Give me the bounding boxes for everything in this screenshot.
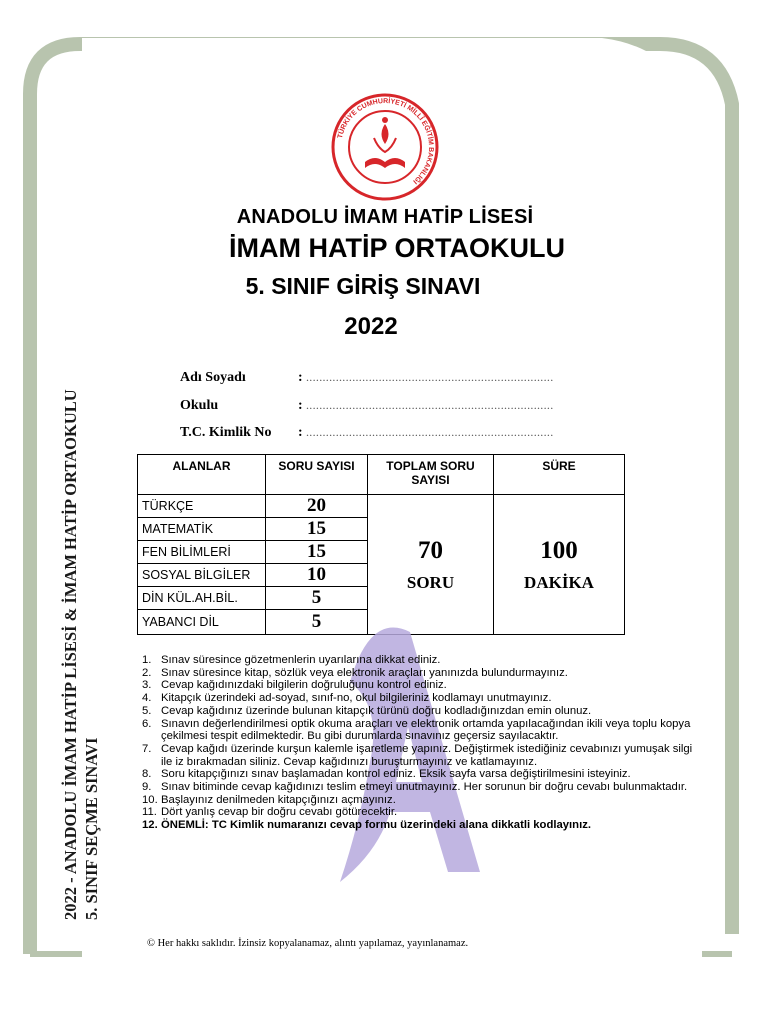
header-line3: 5. SINIF GİRİŞ SINAVI <box>245 273 481 299</box>
school-label: Okulu <box>180 398 219 413</box>
list-item: 10. Başlayınız denilmeden kitapçığınızı açmayınız. <box>142 793 396 806</box>
ministry-logo <box>330 92 440 202</box>
list-item: 3. Cevap kağıdınızdaki bilgilerin doğruluğunu kontrol ediniz. <box>142 679 447 692</box>
header-duration: SÜRE <box>494 455 625 495</box>
header-areas: ALANLAR <box>138 455 266 495</box>
area-cell: FEN BİLİMLERİ <box>138 541 266 564</box>
school-colon: : <box>298 398 303 413</box>
total-unit: SORU <box>406 572 455 592</box>
name-label: Adı Soyadı <box>180 370 246 385</box>
count-cell: 10 <box>266 564 368 587</box>
list-item: 8. Soru kitapçığınızı sınav başlamadan kontrol ediniz. Eksik sayfa varsa değiştirilmesini isteyiniz. <box>142 768 631 781</box>
list-item: 4. Kitapçık üzerindeki ad-soyad, sınıf-no, okul bilgileriniz kodlamayı unutmayınız. <box>142 692 552 705</box>
list-item: 7. Cevap kağıdı üzerinde kurşun kalemle işaretleme yapınız. Değiştirmek istediğiniz cevabınızı yumuşak silgi ile iz bırakmadan siliniz. Cevap kağıdınızı buruşturmayınız ve katlamayınız. <box>142 742 693 768</box>
header-line1: ANADOLU İMAM HATİP LİSESİ <box>236 206 534 228</box>
list-item-important: 12. ÖNEMLİ: TC Kimlik numaranızı cevap formu üzerindeki alana dikkatli kodlayınız. <box>142 819 592 832</box>
area-cell: TÜRKÇE <box>138 495 266 518</box>
instructions-list <box>142 654 702 832</box>
list-item: 1. Sınav süresince gözetmenlerin uyarılarına dikkat ediniz. <box>142 654 441 666</box>
header-line2: İMAM HATİP ORTAOKULU <box>229 233 565 263</box>
id-blank[interactable]: ........................................................................... <box>306 425 554 439</box>
count-cell: 15 <box>266 541 368 564</box>
area-cell: SOSYAL BİLGİLER <box>138 564 266 587</box>
duration-unit: DAKİKA <box>524 572 594 592</box>
id-label: T.C. Kimlik No <box>180 425 272 440</box>
count-cell: 5 <box>266 587 368 610</box>
side-title-line2: 5. SINIF SEÇME SINAVI <box>82 737 101 920</box>
area-cell: YABANCI DİL <box>138 610 266 635</box>
duration-cell <box>494 495 625 635</box>
name-colon: : <box>298 370 303 385</box>
list-item: 11. Dört yanlış cevap bir doğru cevabı götürecektir. <box>142 806 398 819</box>
name-blank[interactable]: ........................................................................... <box>306 370 554 384</box>
count-cell: 15 <box>266 518 368 541</box>
list-item: 2. Sınav süresince kitap, sözlük veya elektronik araçları yanınızda bulundurmayınız. <box>142 666 568 679</box>
total-cell <box>368 495 494 635</box>
side-title-line1: 2022 - ANADOLU İMAM HATİP LİSESİ & İMAM HATİP ORTAOKULU <box>61 389 80 920</box>
header-total-questions: TOPLAM SORU SAYISI <box>368 455 494 495</box>
header-question-count: SORU SAYISI <box>266 455 368 495</box>
count-cell: 5 <box>266 610 368 635</box>
area-cell: MATEMATİK <box>138 518 266 541</box>
header-year: 2022 <box>344 313 398 340</box>
list-item: 9. Sınav bitiminde cevap kağıdınızı teslim etmeyi unutmayınız. Her sorunun bir doğru cevabı bulunmaktadır. <box>142 781 688 794</box>
list-item: 6. Sınavın değerlendirilmesi optik okuma araçları ve elektronik ortamda yapılacağından ikili veya toplu kopya çekilmesi tespit edilmektedir. Bu gibi durumlarda sınavınız geçersiz sayılacaktır. <box>142 717 691 743</box>
question-table <box>137 454 625 635</box>
id-colon: : <box>298 425 303 440</box>
table-header-row <box>138 455 625 495</box>
ministry-seal-icon <box>330 92 440 202</box>
school-blank[interactable]: ........................................................................... <box>306 398 554 412</box>
table-row <box>138 495 625 518</box>
list-item: 5. Cevap kağıdınız üzerinde bulunan kitapçık türünü doğru kodladığınızdan emin olunuz. <box>142 704 592 717</box>
count-cell: 20 <box>266 495 368 518</box>
seal-text: TÜRKİYE CUMHURİYETİ MİLLÎ EĞİTİM BAKANLIĞI <box>336 97 435 185</box>
area-cell: DİN KÜL.AH.BİL. <box>138 587 266 610</box>
total-number: 70 <box>418 536 443 564</box>
duration-number: 100 <box>540 536 578 564</box>
copyright-notice: © Her hakkı saklıdır. İzinsiz kopyalanamaz, alıntı yapılamaz, yayınlanamaz. <box>147 938 469 949</box>
